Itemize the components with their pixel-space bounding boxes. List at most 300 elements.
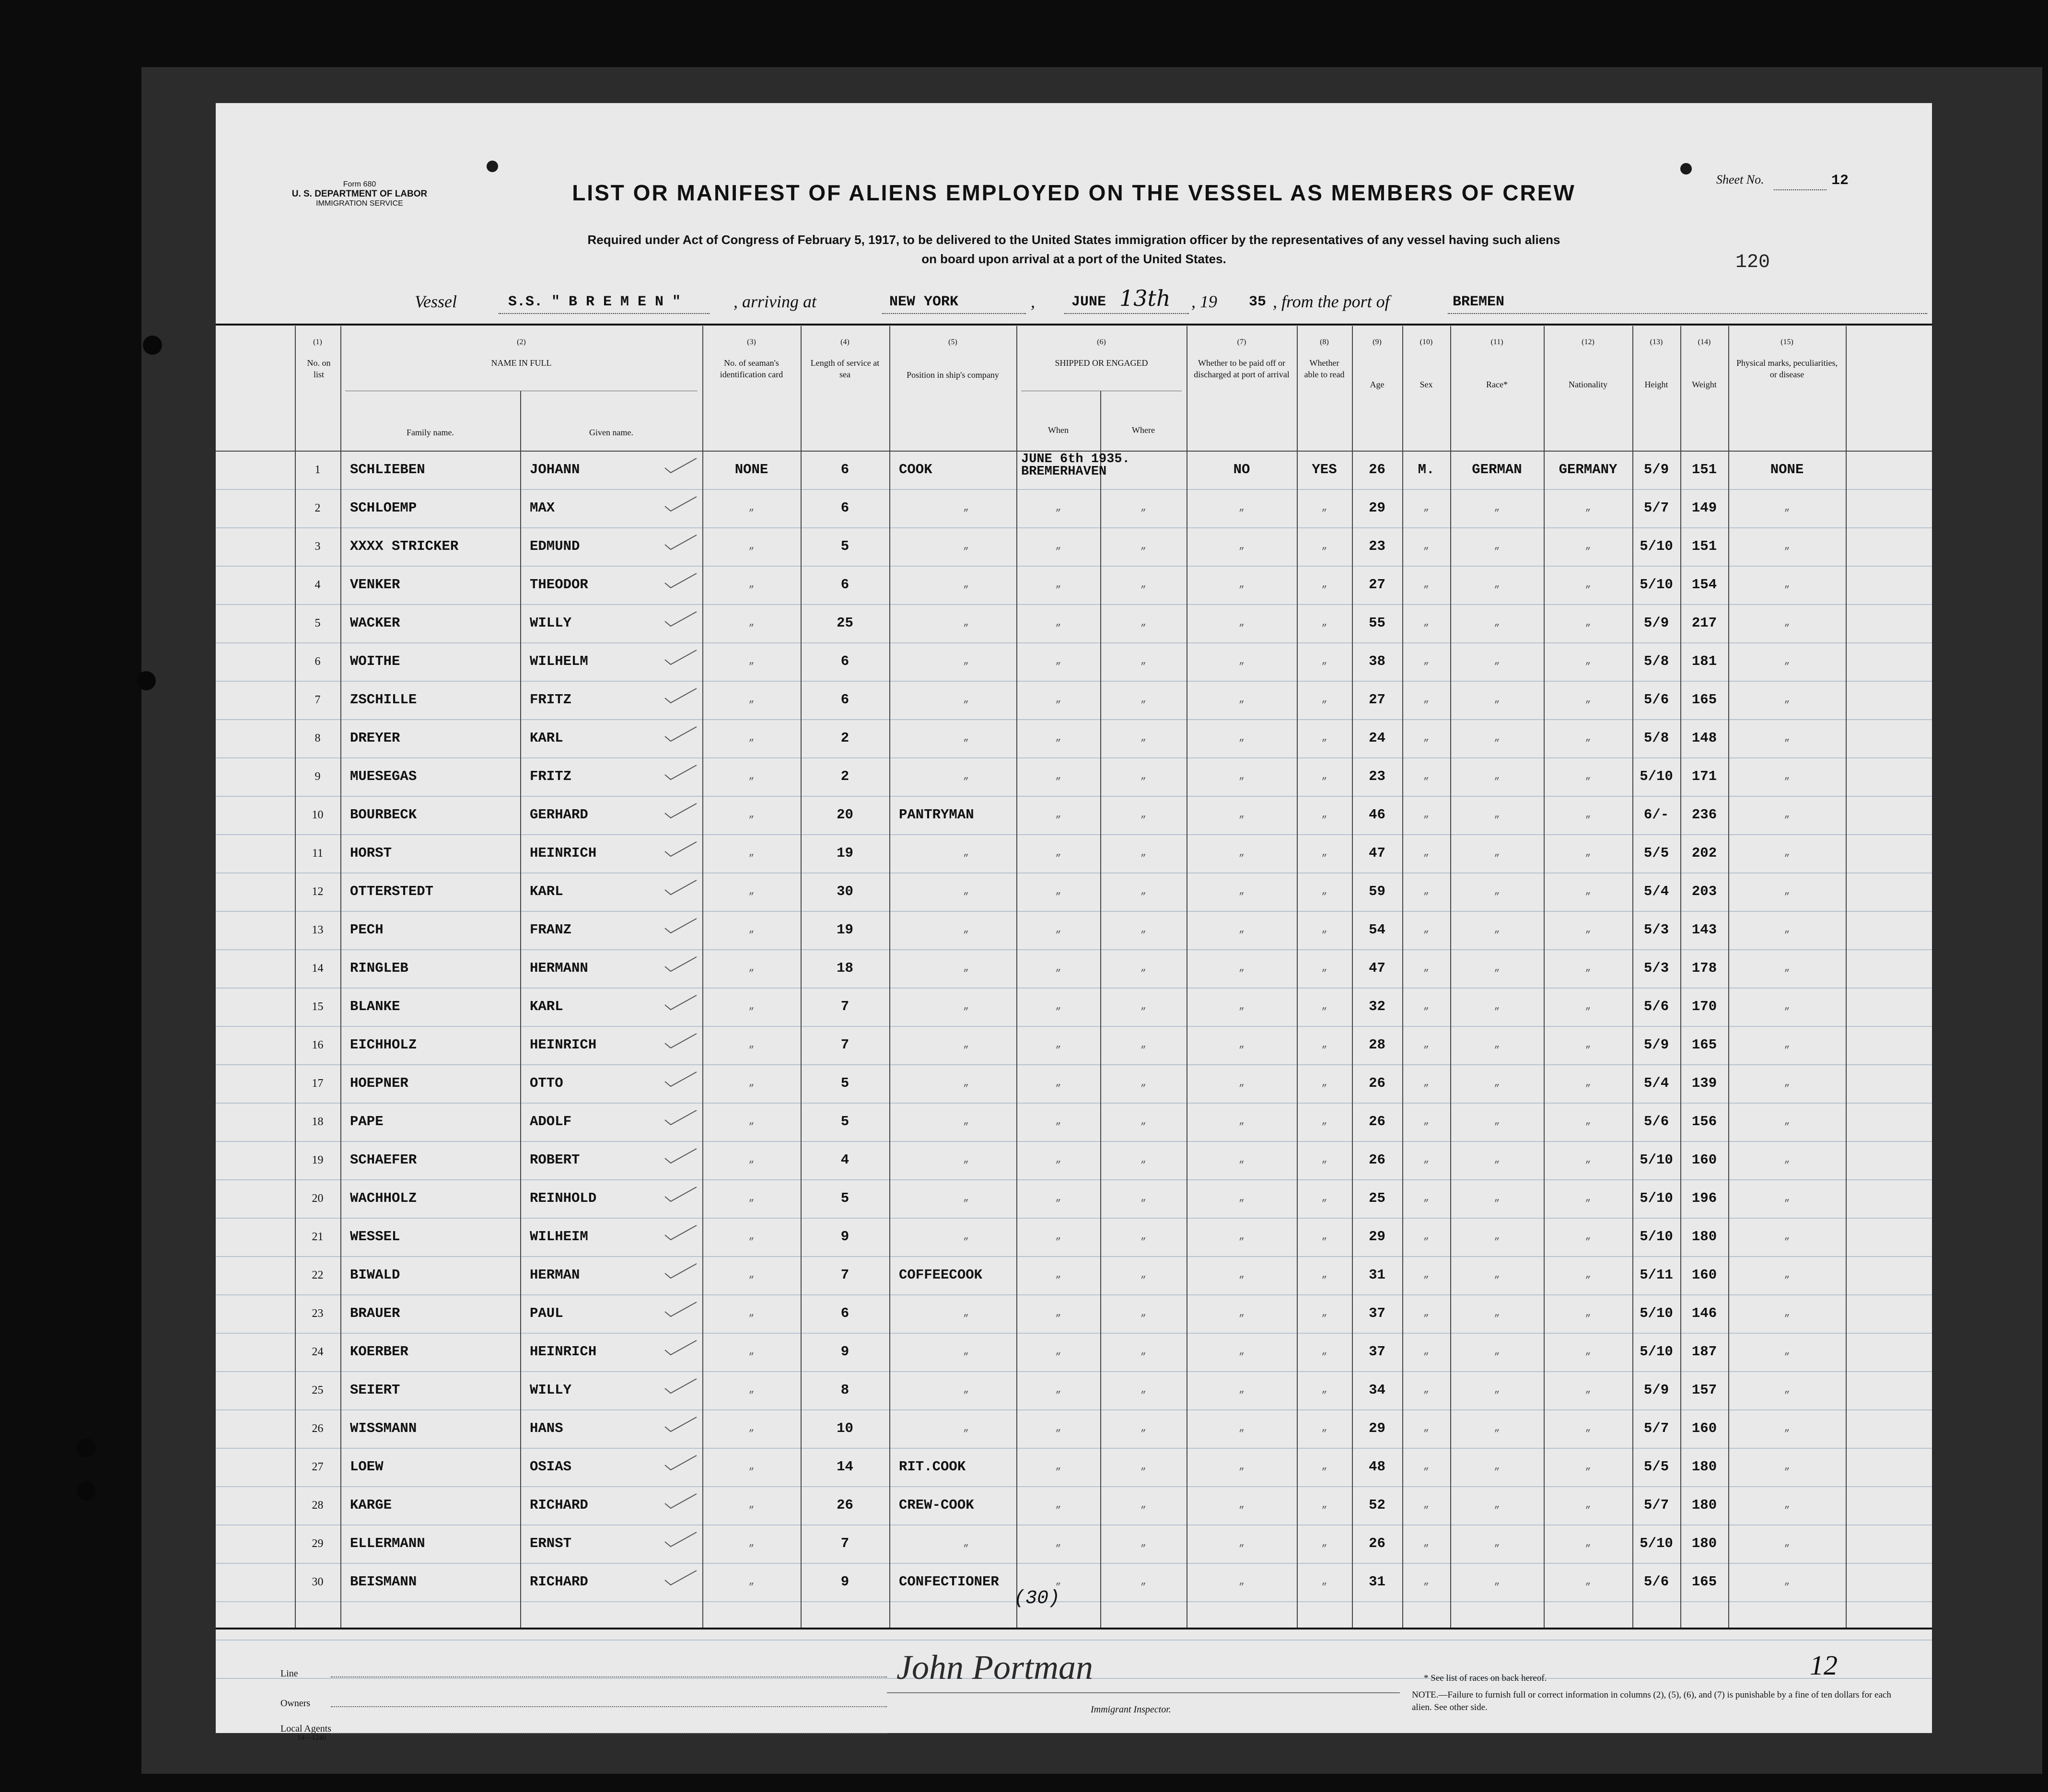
position: CREW-COOK bbox=[899, 1497, 974, 1513]
departure-port: BREMEN bbox=[1453, 294, 1505, 310]
able-to-read: „ bbox=[1321, 1193, 1327, 1204]
paid-off: „ bbox=[1238, 694, 1245, 705]
length-of-service: 8 bbox=[840, 1382, 849, 1398]
age: 29 bbox=[1369, 1229, 1385, 1245]
length-of-service: 18 bbox=[837, 960, 853, 976]
races-footnote: * See list of races on back hereof. bbox=[1424, 1673, 1547, 1683]
position: CONFECTIONER bbox=[899, 1574, 999, 1590]
row-rule bbox=[216, 1141, 1932, 1142]
given-name: FRANZ bbox=[530, 922, 572, 938]
row-number: 14 bbox=[312, 962, 324, 975]
check-mark-icon bbox=[664, 572, 698, 589]
seaman-card: „ bbox=[748, 1039, 755, 1050]
row-rule bbox=[216, 527, 1932, 528]
position: „ bbox=[963, 579, 969, 590]
weight: 178 bbox=[1691, 960, 1717, 976]
position: „ bbox=[963, 1423, 969, 1434]
row-number: 19 bbox=[312, 1154, 324, 1166]
row-rule bbox=[216, 1026, 1932, 1027]
position: „ bbox=[963, 1346, 969, 1357]
nationality: „ bbox=[1585, 541, 1591, 552]
nationality: „ bbox=[1585, 963, 1591, 974]
check-mark-icon bbox=[664, 534, 698, 550]
given-name: KARL bbox=[530, 730, 563, 746]
age: 26 bbox=[1369, 1152, 1385, 1168]
shipped-where: „ bbox=[1140, 1154, 1146, 1165]
row-rule bbox=[216, 1563, 1932, 1564]
able-to-read: „ bbox=[1321, 1231, 1327, 1242]
check-mark-icon bbox=[664, 1186, 698, 1202]
shipped-where: „ bbox=[1140, 541, 1146, 552]
row-number: 22 bbox=[312, 1269, 324, 1281]
family-name: BLANKE bbox=[350, 999, 400, 1014]
paid-off: „ bbox=[1238, 1500, 1245, 1511]
length-of-service: 19 bbox=[837, 922, 853, 938]
seaman-card: „ bbox=[748, 1269, 755, 1280]
able-to-read: „ bbox=[1321, 1576, 1327, 1587]
shipped-when: JUNE 6th 1935. bbox=[1021, 452, 1130, 466]
nationality: „ bbox=[1585, 1346, 1591, 1357]
weight: 143 bbox=[1691, 922, 1717, 938]
family-name: ZSCHILLE bbox=[350, 692, 417, 708]
length-of-service: 5 bbox=[840, 1190, 849, 1206]
shipped-when: „ bbox=[1055, 1001, 1061, 1012]
length-of-service: 9 bbox=[840, 1229, 849, 1245]
physical-marks: „ bbox=[1784, 1346, 1790, 1357]
physical-marks: „ bbox=[1784, 1154, 1790, 1165]
shipped-where: „ bbox=[1140, 1461, 1146, 1472]
seaman-card: „ bbox=[748, 1538, 755, 1549]
physical-marks: „ bbox=[1784, 1423, 1790, 1434]
nationality: „ bbox=[1585, 1423, 1591, 1434]
seaman-card: „ bbox=[748, 809, 755, 820]
sex: „ bbox=[1423, 733, 1429, 744]
height: 5/10 bbox=[1640, 1152, 1673, 1168]
family-name: DREYER bbox=[350, 730, 400, 746]
row-rule bbox=[216, 719, 1932, 720]
shipped-when: „ bbox=[1055, 502, 1061, 513]
given-name: HERMAN bbox=[530, 1267, 580, 1283]
height: 5/4 bbox=[1643, 884, 1669, 899]
physical-marks: „ bbox=[1784, 1308, 1790, 1319]
height: 5/11 bbox=[1640, 1267, 1673, 1283]
penalty-note: NOTE.—Failure to furnish full or correct information in columns (2), (5), (6), and (7) is punishable by a fine of ten dollars for each alien. See other side. bbox=[1412, 1690, 1891, 1712]
able-to-read: „ bbox=[1321, 502, 1327, 513]
weight: 165 bbox=[1691, 1037, 1717, 1053]
nationality: „ bbox=[1585, 886, 1591, 897]
shipped-where: „ bbox=[1140, 1385, 1146, 1396]
row-number: 16 bbox=[312, 1039, 324, 1051]
row-rule bbox=[216, 1218, 1932, 1219]
paid-off: „ bbox=[1238, 1538, 1245, 1549]
shipped-when: „ bbox=[1055, 694, 1061, 705]
paid-off: „ bbox=[1238, 1078, 1245, 1089]
shipped-when: „ bbox=[1055, 1269, 1061, 1280]
row-number: 2 bbox=[314, 502, 321, 514]
family-name: BRAUER bbox=[350, 1305, 400, 1321]
nationality: „ bbox=[1585, 617, 1591, 628]
nationality: „ bbox=[1585, 1154, 1591, 1165]
race: „ bbox=[1494, 1154, 1500, 1165]
given-name: HEINRICH bbox=[530, 1344, 597, 1360]
length-of-service: 7 bbox=[840, 1037, 849, 1053]
race: „ bbox=[1494, 848, 1500, 859]
physical-marks: „ bbox=[1784, 1193, 1790, 1204]
col-number: (8) bbox=[1320, 338, 1329, 346]
race: „ bbox=[1494, 963, 1500, 974]
physical-marks: NONE bbox=[1770, 462, 1804, 477]
row-number: 24 bbox=[312, 1346, 324, 1358]
print-code: 14—1240 bbox=[297, 1734, 326, 1742]
nationality: „ bbox=[1585, 1500, 1591, 1511]
weight: 170 bbox=[1691, 999, 1717, 1014]
given-name: ERNST bbox=[530, 1536, 572, 1551]
age: 46 bbox=[1369, 807, 1385, 823]
sex: „ bbox=[1423, 1538, 1429, 1549]
able-to-read: „ bbox=[1321, 963, 1327, 974]
given-name: PAUL bbox=[530, 1305, 563, 1321]
row-rule bbox=[216, 1294, 1932, 1295]
physical-marks: „ bbox=[1784, 1576, 1790, 1587]
check-mark-icon bbox=[664, 496, 698, 512]
race: „ bbox=[1494, 924, 1500, 935]
physical-marks: „ bbox=[1784, 1538, 1790, 1549]
given-name: WILLY bbox=[530, 1382, 572, 1398]
document-subtitle bbox=[431, 230, 1716, 268]
weight: 165 bbox=[1691, 692, 1717, 708]
seaman-card: „ bbox=[748, 617, 755, 628]
given-name: MAX bbox=[530, 500, 555, 516]
height: 5/8 bbox=[1643, 730, 1669, 746]
nationality: „ bbox=[1585, 1116, 1591, 1127]
nationality: „ bbox=[1585, 579, 1591, 590]
length-of-service: 6 bbox=[840, 653, 849, 669]
header-shipped-or-engaged: SHIPPED OR ENGAGED bbox=[1055, 358, 1148, 368]
physical-marks: „ bbox=[1784, 694, 1790, 705]
given-name: JOHANN bbox=[530, 462, 580, 477]
position: „ bbox=[963, 1193, 969, 1204]
length-of-service: 14 bbox=[837, 1459, 853, 1475]
row-number: 17 bbox=[312, 1077, 324, 1090]
physical-marks: „ bbox=[1784, 848, 1790, 859]
race: „ bbox=[1494, 617, 1500, 628]
check-mark-icon bbox=[664, 764, 698, 780]
able-to-read: „ bbox=[1321, 1078, 1327, 1089]
weight: 180 bbox=[1691, 1459, 1717, 1475]
nationality: „ bbox=[1585, 1231, 1591, 1242]
sex: „ bbox=[1423, 656, 1429, 667]
check-mark-icon bbox=[664, 1531, 698, 1548]
sex: „ bbox=[1423, 1385, 1429, 1396]
physical-marks: „ bbox=[1784, 924, 1790, 935]
position: „ bbox=[963, 1001, 969, 1012]
shipped-when: „ bbox=[1055, 886, 1061, 897]
family-name: SCHAEFER bbox=[350, 1152, 417, 1168]
able-to-read: „ bbox=[1321, 848, 1327, 859]
shipped-when: „ bbox=[1055, 963, 1061, 974]
age: 26 bbox=[1369, 1075, 1385, 1091]
subtitle-line-2: on board upon arrival at a port of the United States. bbox=[921, 252, 1226, 266]
nationality: „ bbox=[1585, 924, 1591, 935]
table-top-rule bbox=[216, 324, 1932, 326]
physical-marks: „ bbox=[1784, 617, 1790, 628]
length-of-service: 9 bbox=[840, 1344, 849, 1360]
height: 5/9 bbox=[1643, 462, 1669, 477]
nationality: „ bbox=[1585, 1001, 1591, 1012]
header-position: Position in ship's company bbox=[907, 370, 999, 380]
shipped-where: BREMERHAVEN bbox=[1021, 465, 1107, 479]
height: 5/10 bbox=[1640, 1305, 1673, 1321]
seaman-card: „ bbox=[748, 1346, 755, 1357]
sex: „ bbox=[1423, 579, 1429, 590]
shipped-where: „ bbox=[1140, 1346, 1146, 1357]
length-of-service: 6 bbox=[840, 692, 849, 708]
shipped-where: „ bbox=[1140, 733, 1146, 744]
race: „ bbox=[1494, 1576, 1500, 1587]
row-rule bbox=[216, 489, 1932, 490]
nationality: GERMANY bbox=[1559, 462, 1617, 477]
column-divider bbox=[520, 391, 521, 1628]
weight: 217 bbox=[1691, 615, 1717, 631]
age: 27 bbox=[1369, 577, 1385, 593]
age: 23 bbox=[1369, 768, 1385, 784]
seaman-card: „ bbox=[748, 1423, 755, 1434]
document-title: LIST OR MANIFEST OF ALIENS EMPLOYED ON THE VESSEL AS MEMBERS OF CREW bbox=[572, 180, 1576, 205]
row-number: 4 bbox=[314, 579, 321, 591]
row-rule bbox=[216, 834, 1932, 835]
family-name: MUESEGAS bbox=[350, 768, 417, 784]
check-mark-icon bbox=[664, 1301, 698, 1317]
sex: „ bbox=[1423, 1116, 1429, 1127]
race: „ bbox=[1494, 1346, 1500, 1357]
height: 5/6 bbox=[1643, 692, 1669, 708]
paid-off: „ bbox=[1238, 1154, 1245, 1165]
shipped-when: „ bbox=[1055, 848, 1061, 859]
weight: 236 bbox=[1691, 807, 1717, 823]
shipped-when: „ bbox=[1055, 1116, 1061, 1127]
paid-off: „ bbox=[1238, 848, 1245, 859]
sex: „ bbox=[1423, 886, 1429, 897]
family-name: EICHHOLZ bbox=[350, 1037, 417, 1053]
length-of-service: 6 bbox=[840, 500, 849, 516]
able-to-read: „ bbox=[1321, 1385, 1327, 1396]
able-to-read: „ bbox=[1321, 1346, 1327, 1357]
sex: „ bbox=[1423, 541, 1429, 552]
given-name: OTTO bbox=[530, 1075, 563, 1091]
paid-off: „ bbox=[1238, 733, 1245, 744]
race: „ bbox=[1494, 733, 1500, 744]
row-rule bbox=[216, 988, 1932, 989]
row-rule bbox=[216, 642, 1932, 643]
check-mark-icon bbox=[664, 879, 698, 896]
shipped-when: „ bbox=[1055, 1039, 1061, 1050]
handwritten-page-mark: 12 bbox=[1810, 1650, 1838, 1681]
able-to-read: „ bbox=[1321, 771, 1327, 782]
weight: 180 bbox=[1691, 1497, 1717, 1513]
length-of-service: 10 bbox=[837, 1420, 853, 1436]
height: 5/9 bbox=[1643, 1037, 1669, 1053]
arrival-day: 13th bbox=[1119, 285, 1171, 311]
position: „ bbox=[963, 1078, 969, 1089]
shipped-when: „ bbox=[1055, 809, 1061, 820]
seaman-card: „ bbox=[748, 886, 755, 897]
position: „ bbox=[963, 1154, 969, 1165]
weight: 151 bbox=[1691, 538, 1717, 554]
weight: 171 bbox=[1691, 768, 1717, 784]
height: 6/- bbox=[1643, 807, 1669, 823]
seaman-card: „ bbox=[748, 1078, 755, 1089]
height: 5/5 bbox=[1643, 845, 1669, 861]
family-name: RINGLEB bbox=[350, 960, 408, 976]
paid-off: „ bbox=[1238, 1423, 1245, 1434]
sex: „ bbox=[1423, 502, 1429, 513]
given-name: FRITZ bbox=[530, 692, 572, 708]
length-of-service: 19 bbox=[837, 845, 853, 861]
binder-hole bbox=[77, 1438, 96, 1457]
position: „ bbox=[963, 1231, 969, 1242]
length-of-service: 7 bbox=[840, 1267, 849, 1283]
given-name: HERMANN bbox=[530, 960, 588, 976]
age: 25 bbox=[1369, 1190, 1385, 1206]
vessel-separator: , bbox=[1031, 292, 1035, 311]
physical-marks: „ bbox=[1784, 963, 1790, 974]
header-nationality: Nationality bbox=[1569, 380, 1607, 389]
height: 5/10 bbox=[1640, 1229, 1673, 1245]
race: „ bbox=[1494, 1385, 1500, 1396]
family-name: BEISMANN bbox=[350, 1574, 417, 1590]
family-name: BOURBECK bbox=[350, 807, 417, 823]
given-name: KARL bbox=[530, 884, 563, 899]
check-mark-icon bbox=[664, 1339, 698, 1356]
able-to-read: „ bbox=[1321, 1500, 1327, 1511]
sex: „ bbox=[1423, 1346, 1429, 1357]
able-to-read: „ bbox=[1321, 886, 1327, 897]
able-to-read: „ bbox=[1321, 1308, 1327, 1319]
able-to-read: „ bbox=[1321, 1039, 1327, 1050]
seaman-card: „ bbox=[748, 963, 755, 974]
age: 24 bbox=[1369, 730, 1385, 746]
seaman-card: „ bbox=[748, 1308, 755, 1319]
race: „ bbox=[1494, 1461, 1500, 1472]
position: „ bbox=[963, 1538, 969, 1549]
row-number: 1 bbox=[314, 464, 321, 476]
able-to-read: „ bbox=[1321, 1269, 1327, 1280]
row-rule bbox=[216, 1524, 1932, 1525]
given-name: KARL bbox=[530, 999, 563, 1014]
family-name: LOEW bbox=[350, 1459, 384, 1475]
position: „ bbox=[963, 733, 969, 744]
sex: „ bbox=[1423, 848, 1429, 859]
header-paid-off: Whether to be paid off or discharged at port of arrival bbox=[1194, 358, 1290, 379]
family-name: SCHLOEMP bbox=[350, 500, 417, 516]
race: „ bbox=[1494, 1116, 1500, 1127]
height: 5/10 bbox=[1640, 1344, 1673, 1360]
height: 5/3 bbox=[1643, 922, 1669, 938]
nationality: „ bbox=[1585, 1269, 1591, 1280]
row-rule bbox=[216, 1448, 1932, 1449]
binder-hole bbox=[77, 1481, 96, 1501]
nationality: „ bbox=[1585, 1039, 1591, 1050]
row-rule bbox=[216, 949, 1932, 950]
length-of-service: 25 bbox=[837, 615, 853, 631]
seaman-card: „ bbox=[748, 848, 755, 859]
shipped-where: „ bbox=[1140, 579, 1146, 590]
weight: 160 bbox=[1691, 1152, 1717, 1168]
height: 5/7 bbox=[1643, 1420, 1669, 1436]
weight: 148 bbox=[1691, 730, 1717, 746]
able-to-read: „ bbox=[1321, 579, 1327, 590]
sex: „ bbox=[1423, 1576, 1429, 1587]
check-mark-icon bbox=[664, 918, 698, 934]
shipped-when: „ bbox=[1055, 1346, 1061, 1357]
length-of-service: 6 bbox=[840, 577, 849, 593]
check-mark-icon bbox=[664, 1071, 698, 1087]
race: „ bbox=[1494, 1269, 1500, 1280]
height: 5/10 bbox=[1640, 577, 1673, 593]
check-mark-icon bbox=[664, 803, 698, 819]
punch-hole bbox=[487, 161, 498, 172]
race: „ bbox=[1494, 1193, 1500, 1204]
shipped-where: „ bbox=[1140, 771, 1146, 782]
sheet-number-label: Sheet No. bbox=[1716, 173, 1764, 186]
length-of-service: 5 bbox=[840, 538, 849, 554]
able-to-read: „ bbox=[1321, 733, 1327, 744]
family-name: XXXX STRICKER bbox=[350, 538, 459, 554]
height: 5/6 bbox=[1643, 1114, 1669, 1129]
able-to-read: „ bbox=[1321, 1538, 1327, 1549]
check-mark-icon bbox=[664, 649, 698, 665]
header-sex: Sex bbox=[1420, 380, 1433, 389]
height: 5/7 bbox=[1643, 500, 1669, 516]
given-name: ROBERT bbox=[530, 1152, 580, 1168]
shipped-where: „ bbox=[1140, 1231, 1146, 1242]
seaman-card: „ bbox=[748, 1001, 755, 1012]
weight: 187 bbox=[1691, 1344, 1717, 1360]
header-able-to-read: Whether able to read bbox=[1304, 358, 1345, 379]
seaman-card: „ bbox=[748, 1385, 755, 1396]
position: RIT.COOK bbox=[899, 1459, 966, 1475]
binder-hole bbox=[137, 671, 156, 690]
nationality: „ bbox=[1585, 1078, 1591, 1089]
position: „ bbox=[963, 656, 969, 667]
nationality: „ bbox=[1585, 1193, 1591, 1204]
shipped-when: „ bbox=[1055, 1423, 1061, 1434]
race: „ bbox=[1494, 1039, 1500, 1050]
length-of-service: 6 bbox=[840, 1305, 849, 1321]
check-mark-icon bbox=[664, 841, 698, 857]
physical-marks: „ bbox=[1784, 886, 1790, 897]
row-number: 18 bbox=[312, 1116, 324, 1128]
seaman-card: „ bbox=[748, 579, 755, 590]
given-name: HANS bbox=[530, 1420, 563, 1436]
shipped-when: „ bbox=[1055, 541, 1061, 552]
header-age: Age bbox=[1370, 380, 1385, 389]
shipped-where: „ bbox=[1140, 1193, 1146, 1204]
col-number: (9) bbox=[1373, 338, 1382, 346]
race: „ bbox=[1494, 1538, 1500, 1549]
race: „ bbox=[1494, 1078, 1500, 1089]
shipped-when: „ bbox=[1055, 1538, 1061, 1549]
physical-marks: „ bbox=[1784, 771, 1790, 782]
sex: „ bbox=[1423, 1461, 1429, 1472]
paid-off: „ bbox=[1238, 886, 1245, 897]
paid-off: „ bbox=[1238, 1576, 1245, 1587]
row-rule bbox=[216, 1333, 1932, 1334]
able-to-read: „ bbox=[1321, 924, 1327, 935]
shipped-where: „ bbox=[1140, 1269, 1146, 1280]
shipped-where: „ bbox=[1140, 1500, 1146, 1511]
height: 5/7 bbox=[1643, 1497, 1669, 1513]
